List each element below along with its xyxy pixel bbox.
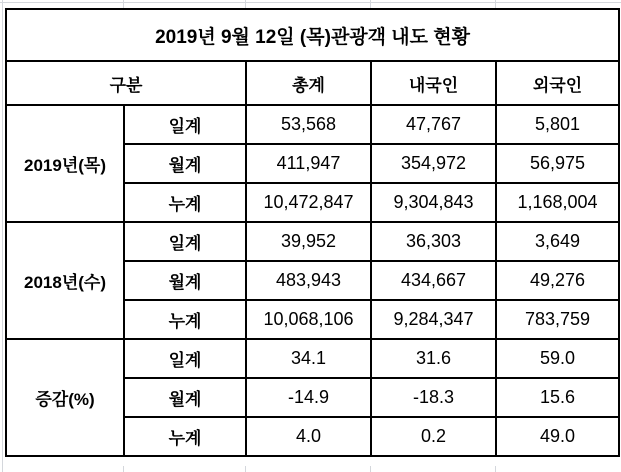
value-cell: 354,972 <box>371 144 496 183</box>
period-label: 월계 <box>124 378 246 417</box>
value-cell: 34.1 <box>246 339 371 378</box>
group-label-2019: 2019년(목) <box>6 105 124 222</box>
sheet-gridline-stub-bottom-1 <box>123 466 124 472</box>
value-cell: 9,304,843 <box>371 183 496 222</box>
period-label: 월계 <box>124 261 246 300</box>
value-cell: -18.3 <box>371 378 496 417</box>
value-cell: 49.0 <box>496 417 619 456</box>
value-cell: 5,801 <box>496 105 619 144</box>
tourist-arrivals-table <box>5 8 620 457</box>
table-row <box>6 222 619 261</box>
sheet-gridline-left <box>2 0 3 472</box>
table-header-row <box>6 61 619 105</box>
value-cell: 0.2 <box>371 417 496 456</box>
sheet-gridline-top <box>0 2 621 3</box>
period-label: 월계 <box>124 144 246 183</box>
value-cell: -14.9 <box>246 378 371 417</box>
value-cell: 411,947 <box>246 144 371 183</box>
value-cell: 15.6 <box>496 378 619 417</box>
period-label: 일계 <box>124 222 246 261</box>
value-cell: 434,667 <box>371 261 496 300</box>
value-cell: 3,649 <box>496 222 619 261</box>
value-cell: 36,303 <box>371 222 496 261</box>
value-cell: 783,759 <box>496 300 619 339</box>
column-header-foreign: 외국인 <box>496 61 619 105</box>
sheet-gridline-stub-bottom-2 <box>245 466 246 472</box>
table-title-row <box>6 9 619 61</box>
value-cell: 56,975 <box>496 144 619 183</box>
value-cell: 4.0 <box>246 417 371 456</box>
value-cell: 47,767 <box>371 105 496 144</box>
value-cell: 483,943 <box>246 261 371 300</box>
group-label-2018: 2018년(수) <box>6 222 124 339</box>
period-label: 일계 <box>124 339 246 378</box>
value-cell: 10,068,106 <box>246 300 371 339</box>
value-cell: 10,472,847 <box>246 183 371 222</box>
period-label: 일계 <box>124 105 246 144</box>
sheet-gridline-stub-top-1 <box>123 0 124 8</box>
period-label: 누계 <box>124 300 246 339</box>
sheet-gridline-stub-bottom-3 <box>370 466 371 472</box>
table-row <box>6 339 619 378</box>
value-cell: 1,168,004 <box>496 183 619 222</box>
group-label-change: 증감(%) <box>6 339 124 456</box>
column-header-total: 총계 <box>246 61 371 105</box>
sheet-gridline-stub-top-3 <box>370 0 371 8</box>
value-cell: 9,284,347 <box>371 300 496 339</box>
table-row <box>6 105 619 144</box>
sheet-gridline-stub-top-2 <box>245 0 246 8</box>
sheet-gridline-stub-bottom-4 <box>495 466 496 472</box>
period-label: 누계 <box>124 417 246 456</box>
value-cell: 53,568 <box>246 105 371 144</box>
value-cell: 31.6 <box>371 339 496 378</box>
column-header-domestic: 내국인 <box>371 61 496 105</box>
value-cell: 39,952 <box>246 222 371 261</box>
value-cell: 49,276 <box>496 261 619 300</box>
page-title: 2019년 9월 12일 (목)관광객 내도 현황 <box>6 9 619 61</box>
sheet-gridline-stub-top-4 <box>495 0 496 8</box>
column-header-category: 구분 <box>6 61 246 105</box>
period-label: 누계 <box>124 183 246 222</box>
value-cell: 59.0 <box>496 339 619 378</box>
